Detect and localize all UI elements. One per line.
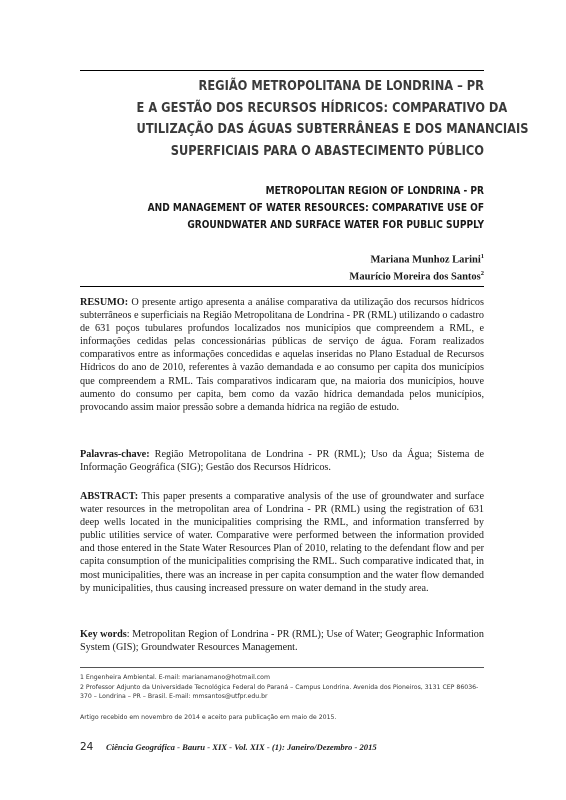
title-en-line: METROPOLITAN REGION OF LONDRINA - PR xyxy=(265,185,484,197)
title-pt-line: E A GESTÃO DOS RECURSOS HÍDRICOS: COMPARATIVO DA xyxy=(136,100,508,116)
abstract-paragraph xyxy=(80,490,484,595)
abstract-text: This paper presents a comparative analysis of the use of groundwater and surface water resources in the metropolitan area of Londrina - PR (RML) using the registration of 631 deep wells located in the municipalities comprising the RML, and information transferred by public utilities service of water. Comparative were performed between the information provided and those entered in the State Water Resources Plan of 2010, relating to the defendant flow and per capita consumption of the municipalities comprising the RML. Such comparative indicated that, in most municipalities, there was an increase in per capita consumption and the water flow demanded by municipalities, thus causing increased pressure on water demand in the study area. xyxy=(80,491,484,594)
palavras-chave-text: Região Metropolitana de Londrina - PR (RML); Uso da Água; Sistema de Informação Geográfica (SIG); Gestão dos Recursos Hídricos. xyxy=(80,449,484,474)
footnote: 2 Professor Adjunto da Universidade Tecnológica Federal do Paraná – Campus Londrina. Avenida dos Pioneiros, 3131 CEP 86036-370 – Londrina – PR – Brasil. E-mail: mmsantos@utfpr.edu.br xyxy=(80,683,479,701)
footnote-rule xyxy=(80,667,484,668)
author-name: Mariana Munhoz Larini xyxy=(370,254,481,266)
title-en-line: GROUNDWATER AND SURFACE WATER FOR PUBLIC SUPPLY xyxy=(187,219,484,232)
journal-citation: Ciência Geográfica - Bauru - XIX - Vol. XIX - (1): Janeiro/Dezembro - 2015 xyxy=(106,742,377,752)
page-number: 24 xyxy=(80,741,94,753)
author xyxy=(349,250,484,267)
title-english xyxy=(137,183,484,235)
author-name: Maurício Moreira dos Santos xyxy=(349,271,481,283)
keywords-text: : Metropolitan Region of Londrina - PR (RML); Use of Water; Geographic Information System (GIS); Groundwater Resources Management. xyxy=(80,629,484,654)
keywords-paragraph xyxy=(80,628,484,654)
footnotes xyxy=(80,673,484,702)
section-rule xyxy=(80,286,484,287)
title-pt-line: REGIÃO METROPOLITANA DE LONDRINA – PR xyxy=(198,79,485,94)
author-list xyxy=(349,250,484,284)
author-footnote-mark: 2 xyxy=(480,270,484,277)
title-pt-line: UTILIZAÇÃO DAS ÁGUAS SUBTERRÂNEAS E DOS MANANCIAIS xyxy=(136,122,529,137)
keywords-label: Key words xyxy=(80,629,127,640)
title-en-line: AND MANAGEMENT OF WATER RESOURCES: COMPARATIVE USE OF xyxy=(147,202,485,215)
palavras-chave-label: Palavras-chave: xyxy=(80,449,150,460)
title-pt-line: SUPERFICIAIS PARA O ABASTECIMENTO PÚBLICO xyxy=(170,143,484,159)
abstract-label: ABSTRACT: xyxy=(80,491,139,502)
resumo-text: O presente artigo apresenta a análise comparativa da utilização dos recursos hídricos subterrâneos e superficiais na Região Metropolitana de Londrina - PR (RML) utilizando o cadastro de 631 poços tubulares profundos localizados nos municípios que compreendem a RML, e informações cedidas pelas concessionárias públicas de serviço de água. Foram realizados comparativos entre as informações concedidas e aquelas inseridas no Plano Estadual de Recursos Hídricos do ano de 2010, referentes à vazão demandada e ao consumo per capita dos municípios que compreendem a RML. Tais comparativos indicaram que, na maioria dos municípios, houve aumento do consumo per capita, bem como da vazão hídrica demandada pelos municípios, provocando assim maior pressão sobre a demanda hídrica na região de estudo. xyxy=(80,297,484,413)
top-rule xyxy=(80,70,484,71)
resumo-paragraph xyxy=(80,296,484,414)
footnote: 1 Engenheira Ambiental. E-mail: marianamano@hotmail.com xyxy=(80,674,270,681)
resumo-label: RESUMO: xyxy=(80,297,129,308)
palavras-chave-paragraph xyxy=(80,448,484,474)
author xyxy=(349,267,484,284)
title-portuguese xyxy=(136,76,529,162)
received-note: Artigo recebido em novembro de 2014 e aceito para publicação em maio de 2015. xyxy=(80,714,337,721)
author-footnote-mark: 1 xyxy=(480,253,484,260)
